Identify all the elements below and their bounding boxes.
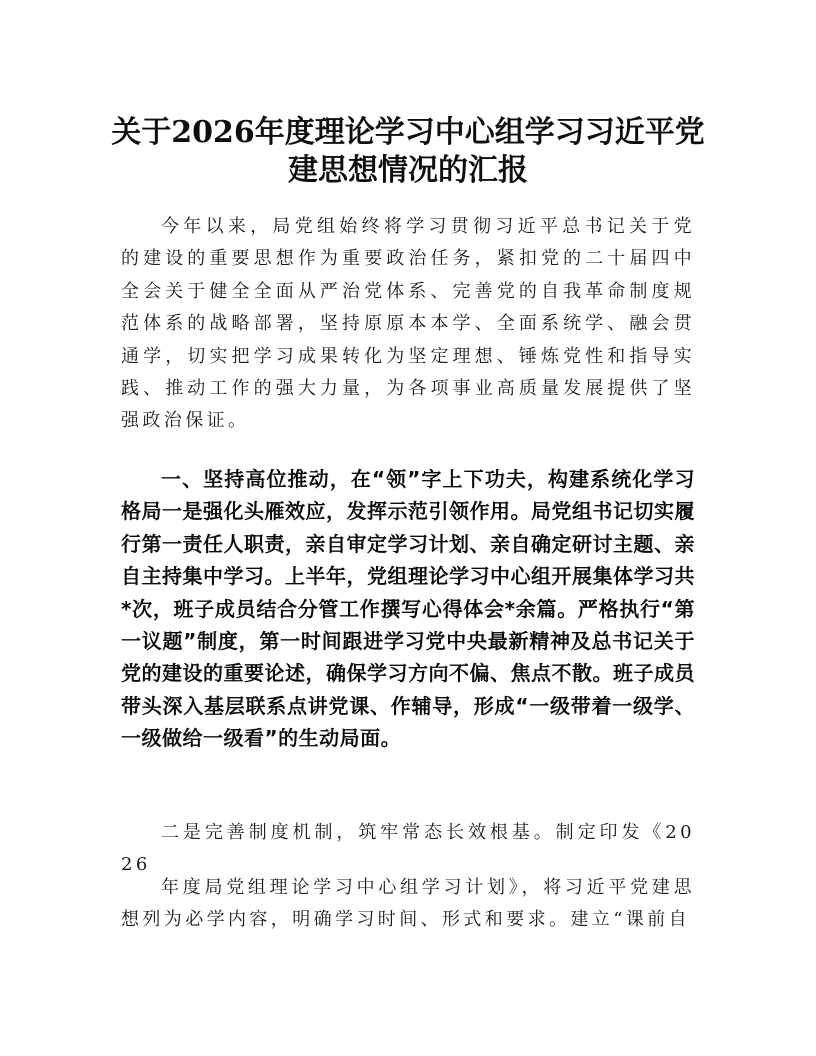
document-title: 关于2026年度理论学习中心组学习习近平党建思想情况的汇报 bbox=[111, 115, 705, 188]
section-one-paragraph: 一、坚持高位推动，在“领”字上下功夫，构建系统化学习格局一是强化头雁效应，发挥示范引领作用。局党组书记切实履行第一责任人职责，亲自审定学习计划、亲自确定研讨主题、亲自主持集中学习。上半年，党组理论学习中心组开展集体学习共*次，班子成员结合分管工作撰写心得体会*余篇。严格执行“第一议题”制度，第一时间跟进学习党中央最新精神及总书记关于党的建设的重要论述，确保学习方向不偏、焦点不散。班子成员带头深入基层联系点讲党课、作辅导，形成“一级带着一级学、一级做给一级看”的生动局面。 bbox=[121, 467, 695, 751]
intro-paragraph: 今年以来，局党组始终将学习贯彻习近平总书记关于党的建设的重要思想作为重要政治任务，紧扣党的二十届四中全会关于健全全面从严治党体系、完善党的自我革命制度规范体系的战略部署，坚持原原本本学、全面系统学、融会贯通学，切实把学习成果转化为坚定理想、锤炼党性和指导实践、推动工作的强大力量，为各项事业高质量发展提供了坚强政治保证。 bbox=[121, 216, 695, 432]
section-two-continued-paragraph: 年度局党组理论学习中心组学习计划》，将习近平党建思想列为必学内容，明确学习时间、形式和要求。建立“课前自 bbox=[121, 877, 695, 931]
section-two-paragraph: 二是完善制度机制，筑牢常态长效根基。制定印发《2026 bbox=[121, 822, 695, 876]
